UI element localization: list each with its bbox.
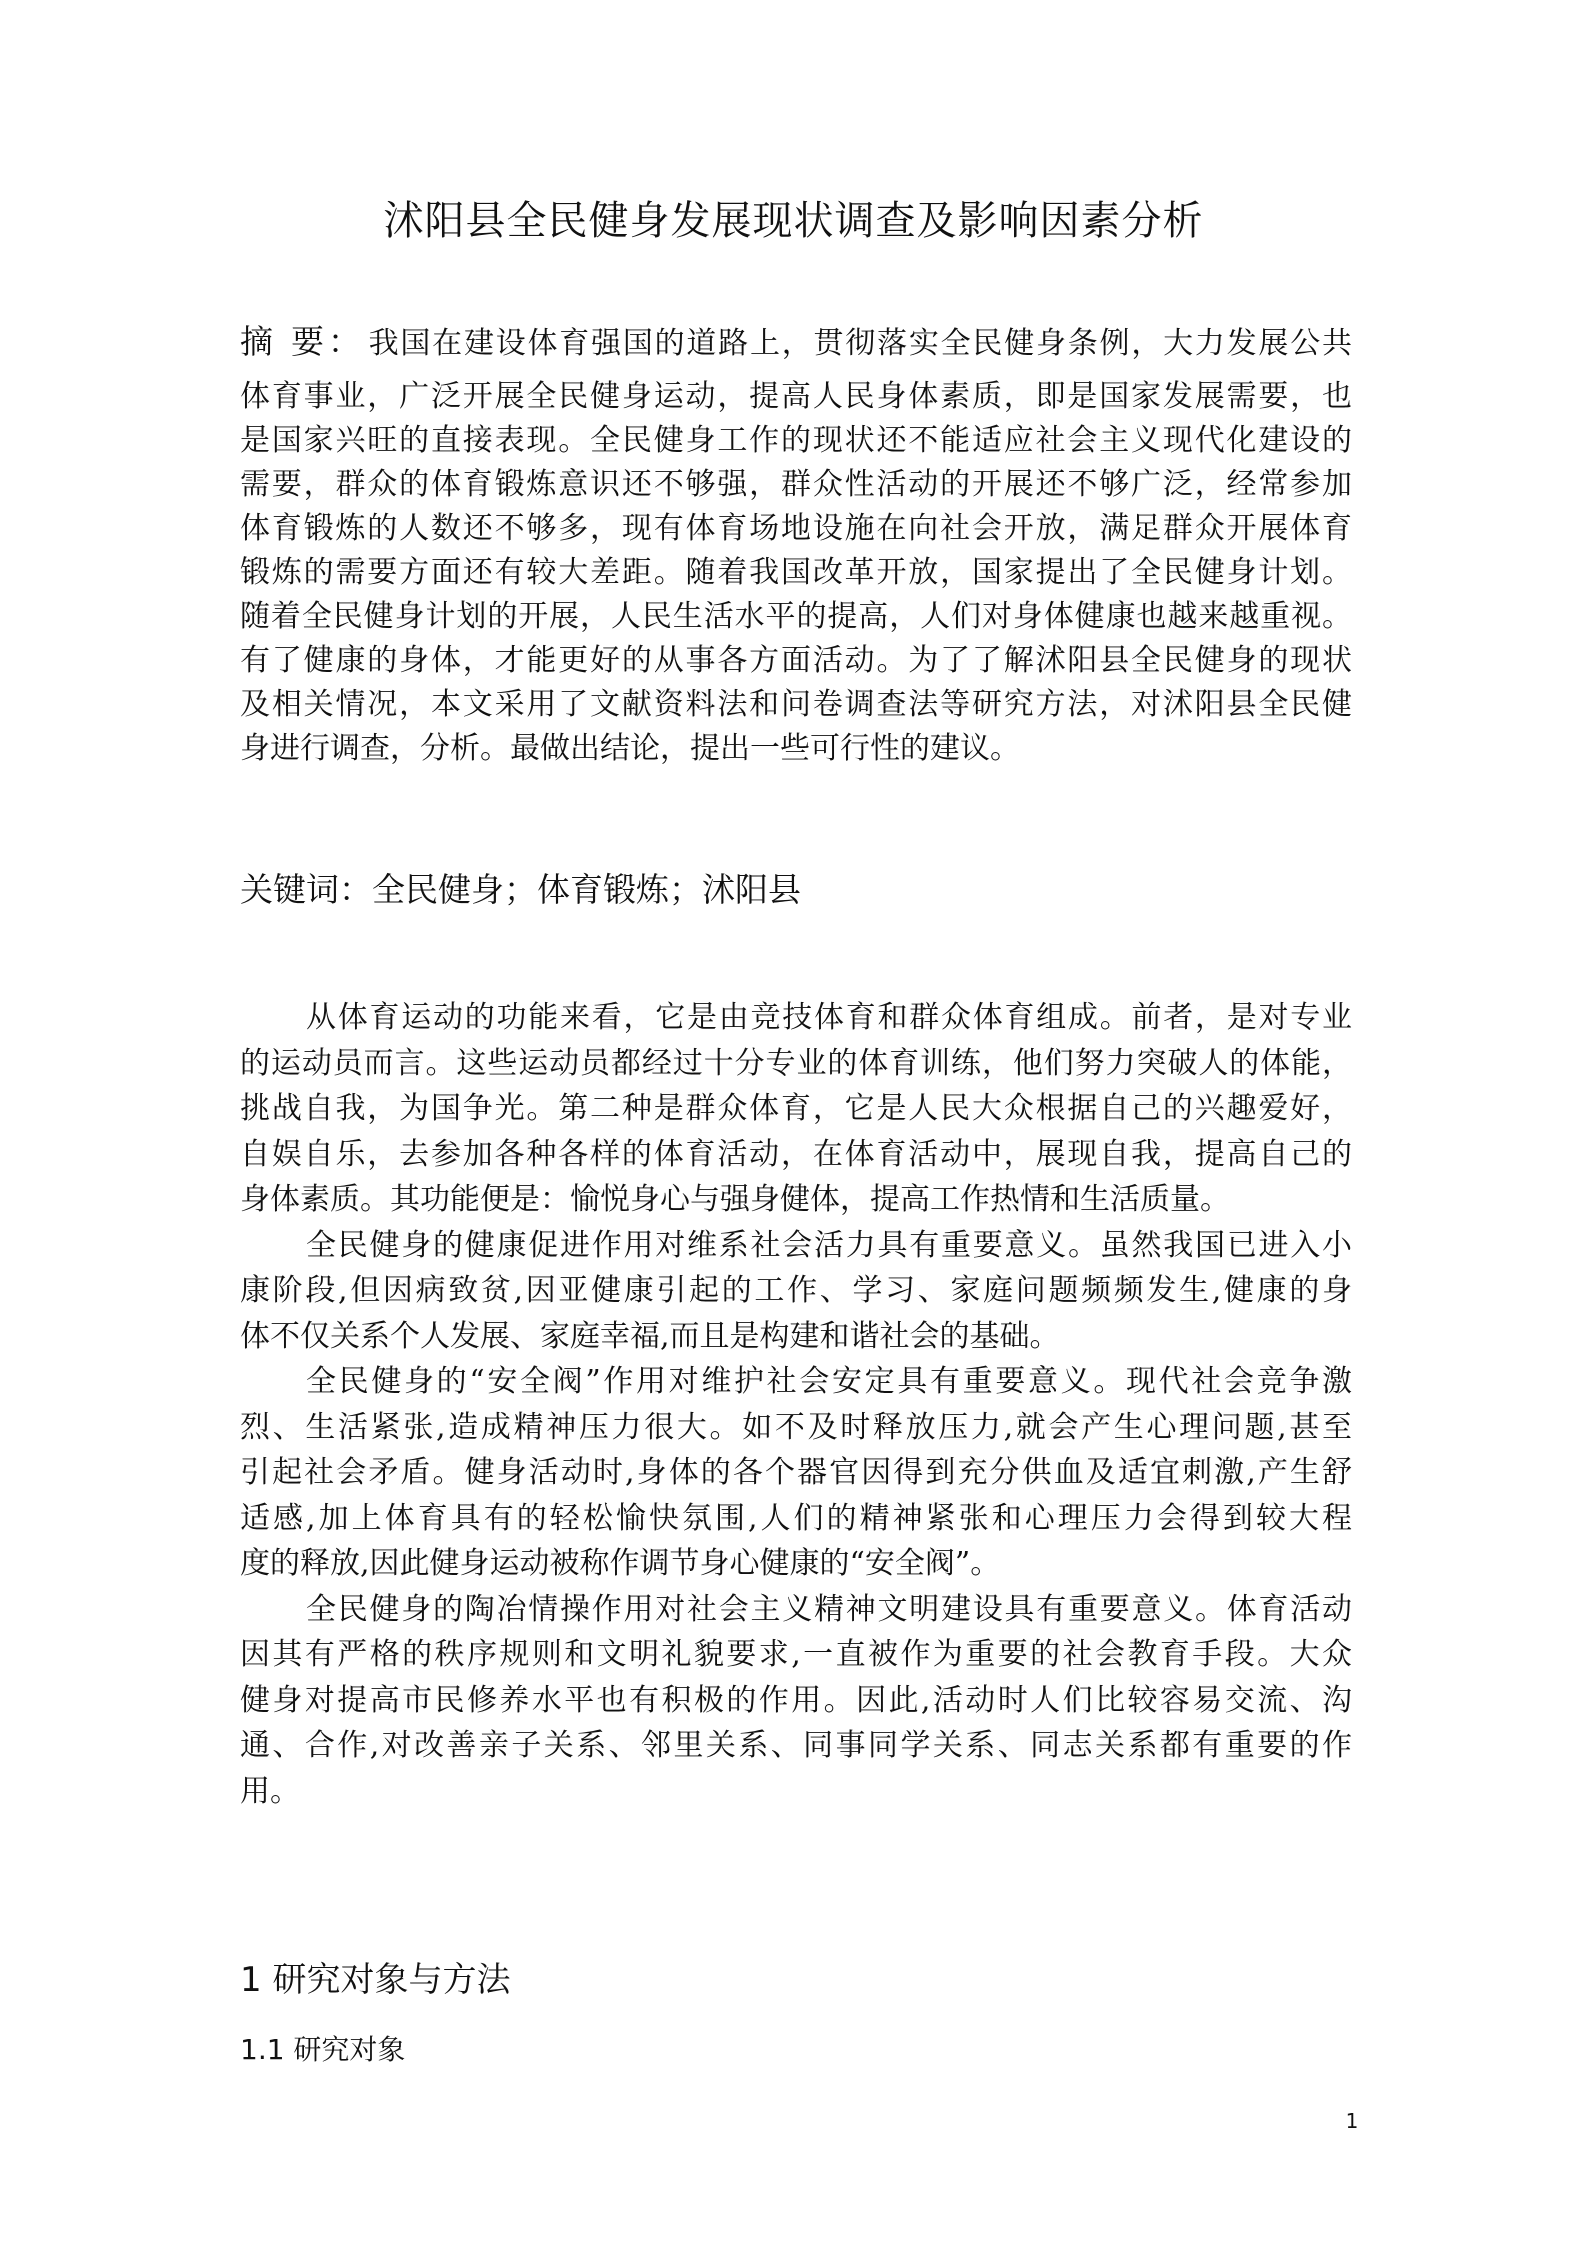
section-heading: 1 研究对象与方法 [240, 1960, 511, 2000]
abstract-line: 体育事业，广泛开展全民健身运动，提高人民身体素质，即是国家发展需要，也 [240, 379, 1352, 414]
abstract-line-text: 我国在建设体育强国的道路上，贯彻落实全民健身条例，大力发展公共 [368, 326, 1352, 361]
paragraph-line: 适感,加上体育具有的轻松愉快氛围,人们的精神紧张和心理压力会得到较大程 [240, 1500, 1352, 1536]
paragraph-line: 身体素质。其功能便是：愉悦身心与强身健体，提高工作热情和生活质量。 [240, 1182, 1230, 1217]
abstract-line: 随着全民健身计划的开展，人民生活水平的提高，人们对身体健康也越来越重视。 [240, 599, 1352, 634]
paragraph-line: 因其有严格的秩序规则和文明礼貌要求,一直被作为重要的社会教育手段。大众 [240, 1637, 1352, 1672]
abstract-line: 是国家兴旺的直接表现。全民健身工作的现状还不能适应社会主义现代化建设的 [240, 423, 1352, 458]
keywords: 关键词：全民健身；体育锻炼；沭阳县 [240, 870, 801, 909]
abstract-line [240, 318, 1352, 375]
abstract-line: 需要，群众的体育锻炼意识还不够强，群众性活动的开展还不够广泛，经常参加 [240, 467, 1352, 502]
paragraph-line: 的运动员而言。这些运动员都经过十分专业的体育训练，他们努力突破人的体能， [240, 1045, 1352, 1081]
paragraph-line: 健身对提高市民修养水平也有积极的作用。因此,活动时人们比较容易交流、沟 [240, 1682, 1352, 1718]
paragraph-line: 全民健身的健康促进作用对维系社会活力具有重要意义。虽然我国已进入小 [306, 1227, 1352, 1263]
abstract-line: 有了健康的身体，才能更好的从事各方面活动。为了了解沭阳县全民健身的现状 [240, 643, 1352, 678]
page-number: 1 [1345, 2109, 1359, 2133]
paragraph-line: 度的释放,因此健身运动被称作调节身心健康的“安全阀”。 [240, 1546, 1001, 1581]
paragraph-line: 从体育运动的功能来看，它是由竞技体育和群众体育组成。前者，是对专业 [306, 1000, 1352, 1035]
body-text [240, 996, 1352, 1815]
paragraph-line: 全民健身的陶冶情操作用对社会主义精神文明建设具有重要意义。体育活动 [306, 1591, 1352, 1627]
paragraph-line: 通、合作,对改善亲子关系、邻里关系、同事同学关系、同志关系都有重要的作 [240, 1728, 1352, 1763]
paragraph-line: 用。 [240, 1773, 300, 1809]
abstract-label: 摘 要： [240, 322, 365, 361]
abstract-line: 身进行调查，分析。最做出结论，提出一些可行性的建议。 [240, 731, 1020, 766]
paragraph-line: 引起社会矛盾。健身活动时,身体的各个器官因得到充分供血及适宜刺激,产生舒 [240, 1455, 1352, 1490]
paragraph-line: 挑战自我，为国争光。第二种是群众体育，它是人民大众根据自己的兴趣爱好， [240, 1091, 1352, 1126]
paragraph-line: 体不仅关系个人发展、家庭幸福,而且是构建和谐社会的基础。 [240, 1318, 1060, 1354]
subsection-heading: 1.1 研究对象 [240, 2033, 406, 2066]
abstract-line: 锻炼的需要方面还有较大差距。随着我国改革开放，国家提出了全民健身计划。 [240, 555, 1352, 590]
paragraph-line: 全民健身的“安全阀”作用对维护社会安定具有重要意义。现代社会竞争激 [306, 1364, 1352, 1399]
paragraph-line: 自娱自乐，去参加各种各样的体育活动，在体育活动中，展现自我，提高自己的 [240, 1136, 1352, 1172]
abstract-line: 体育锻炼的人数还不够多，现有体育场地设施在向社会开放，满足群众开展体育 [240, 511, 1352, 546]
abstract-section [240, 318, 1352, 771]
abstract-line: 及相关情况，本文采用了文献资料法和问卷调查法等研究方法，对沭阳县全民健 [240, 687, 1352, 722]
paragraph-line: 康阶段,但因病致贫,因亚健康引起的工作、学习、家庭问题频频发生,健康的身 [240, 1273, 1352, 1308]
document-title: 沭阳县全民健身发展现状调查及影响因素分析 [383, 198, 1204, 244]
paragraph-line: 烈、生活紧张,造成精神压力很大。如不及时释放压力,就会产生心理问题,甚至 [240, 1409, 1352, 1445]
